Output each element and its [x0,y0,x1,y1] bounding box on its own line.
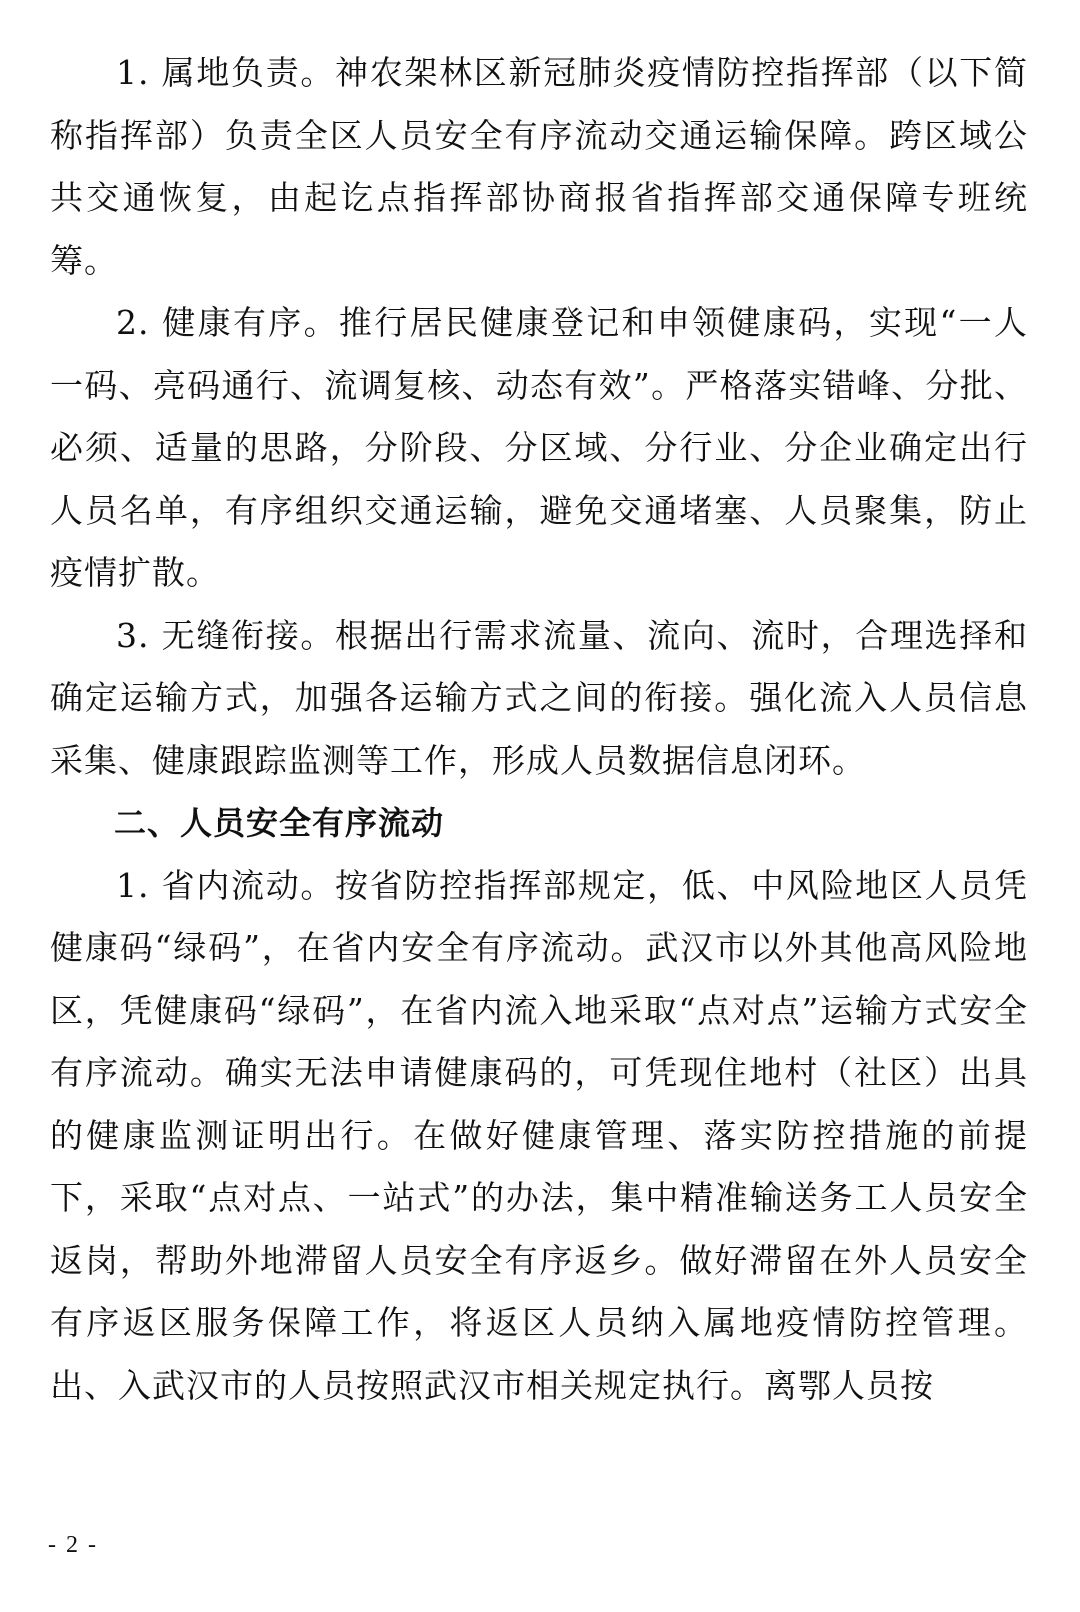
page-number: - 2 - [48,1532,98,1558]
document-body [50,42,1028,1417]
paragraph-intra-province-flow: 1. 省内流动。按省防控指挥部规定，低、中风险地区人员凭健康码“绿码”，在省内安全有序流动。武汉市以外其他高风险地区，凭健康码“绿码”，在省内流入地采取“点对点”运输方式安全有序流动。确实无法申请健康码的，可凭现住地村（社区）出具的健康监测证明出行。在做好健康管理、落实防控措施的前提下，采取“点对点、一站式”的办法，集中精准输送务工人员安全返岗，帮助外地滞留人员安全有序返乡。做好滞留在外人员安全有序返区服务保障工作，将返区人员纳入属地疫情防控管理。出、入武汉市的人员按照武汉市相关规定执行。离鄂人员按 [50,865,1028,1405]
paragraph-local-responsibility: 1. 属地负责。神农架林区新冠肺炎疫情防控指挥部（以下简称指挥部）负责全区人员安全有序流动交通运输保障。跨区域公共交通恢复，由起讫点指挥部协商报省指挥部交通保障专班统筹。 [50,53,1028,280]
section-heading: 二、人员安全有序流动 [114,804,445,842]
paragraph-healthy-order: 2. 健康有序。推行居民健康登记和申领健康码，实现“一人一码、亮码通行、流调复核、动态有效”。严格落实错峰、分批、必须、适量的思路，分阶段、分区域、分行业、分企业确定出行人员名单，有序组织交通运输，避免交通堵塞、人员聚集，防止疫情扩散。 [50,303,1028,592]
paragraph-seamless-connection: 3. 无缝衔接。根据出行需求流量、流向、流时，合理选择和确定运输方式，加强各运输方式之间的衔接。强化流入人员信息采集、健康跟踪监测等工作，形成人员数据信息闭环。 [50,615,1028,780]
